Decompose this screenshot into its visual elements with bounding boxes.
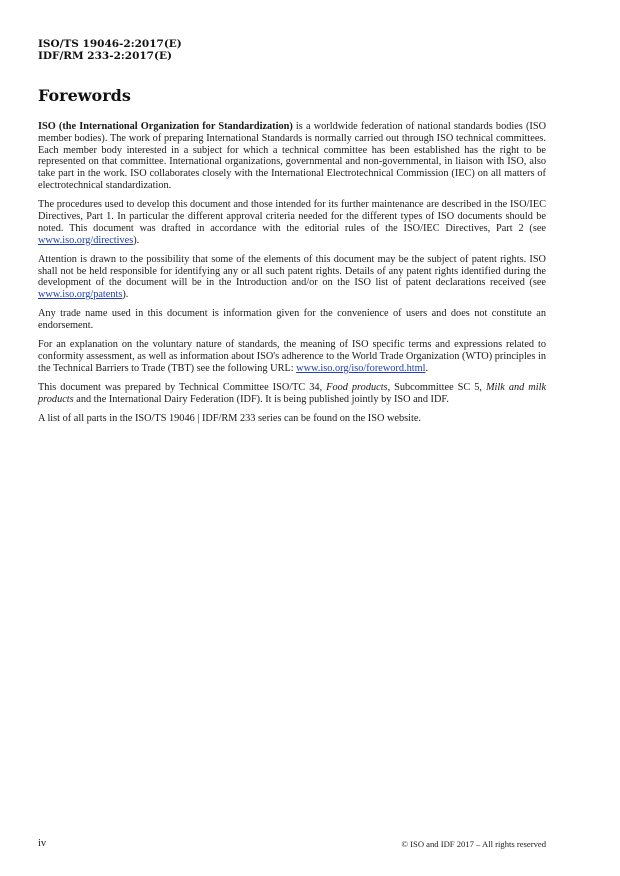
patents-link[interactable]: www.iso.org/patents	[38, 289, 123, 301]
paragraph-text: The procedures used to develop this document and those intended for its further maintenance are described in the ISO/IEC Directives, Part 1. In particular the different approval criteria needed for the different types of ISO documents should be noted. This document was drafted in accordance with the editorial rules of the ISO/IEC Directives, Part 2 (see	[38, 199, 546, 234]
paragraph-text: ).	[133, 234, 140, 246]
paragraph-parts-list: A list of all parts in the ISO/TS 19046 | IDF/RM 233 series can be found on the ISO website.	[38, 413, 422, 425]
foreword-link[interactable]: www.iso.org/iso/foreword.html	[296, 362, 426, 374]
paragraph-text: Attention is drawn to the possibility that some of the elements of this document may be the subject of patent rights. ISO shall not be held responsible for identifying any or all such patent rights. Details of any patent rights identified during the development of the document will be in the Introduction and/or on the ISO list of patent declarations received (see	[38, 253, 546, 289]
paragraph-procedures	[38, 199, 546, 246]
paragraph-trade-name: Any trade name used in this document is information given for the convenience of users and does not constitute an endorsement.	[38, 308, 546, 332]
page-number: iv	[38, 838, 47, 849]
paragraph-patents	[38, 254, 546, 301]
directives-link[interactable]: www.iso.org/directives	[38, 234, 134, 246]
foreword-body	[38, 121, 546, 432]
subcommittee-name-italic: Milk and milk products	[38, 382, 547, 405]
paragraph-iso-intro	[38, 121, 546, 192]
paragraph-text: .	[425, 362, 429, 374]
committee-name-italic: Food products	[326, 382, 388, 394]
paragraph-text: For an explanation on the voluntary nature of standards, the meaning of ISO specific terms and expressions related to conformity assessment, as well as information about ISO's adherence to the World Trade Organization (WTO) principles in the Technical Barriers to Trade (TBT) see the following URL:	[38, 339, 546, 374]
page-title: Forewords	[38, 86, 131, 105]
document-number-idf: IDF/RM 233-2:2017(E)	[38, 50, 172, 62]
paragraph-text: This document was prepared by Technical Committee ISO/TC 34,	[38, 382, 327, 394]
iso-name-bold: ISO (the International Organization for Standardization)	[38, 121, 293, 132]
paragraph-text: , Subcommittee SC 5,	[387, 382, 486, 394]
document-header	[38, 38, 182, 62]
paragraph-text: is a worldwide federation of national standards bodies (ISO member bodies). The work of preparing International Standards is normally carried out through ISO technical committees. Each member body interested in a subject for which a technical committee has been established has the right to be represented on that committee. International organizations, governmental and non-governmental, in liaison with ISO, also take part in the work. ISO collaborates closely with the International Electrotechnical Commission (IEC) on all matters of electrotechnical standardization.	[38, 121, 546, 191]
document-number-iso: ISO/TS 19046-2:2017(E)	[38, 38, 182, 50]
copyright-notice: © ISO and IDF 2017 – All rights reserved	[401, 839, 546, 849]
paragraph-text: ).	[122, 289, 129, 301]
paragraph-text: and the International Dairy Federation (IDF). It is being published jointly by ISO and IDF.	[73, 393, 449, 405]
paragraph-committee	[38, 382, 546, 406]
paragraph-voluntary-nature	[38, 339, 546, 374]
